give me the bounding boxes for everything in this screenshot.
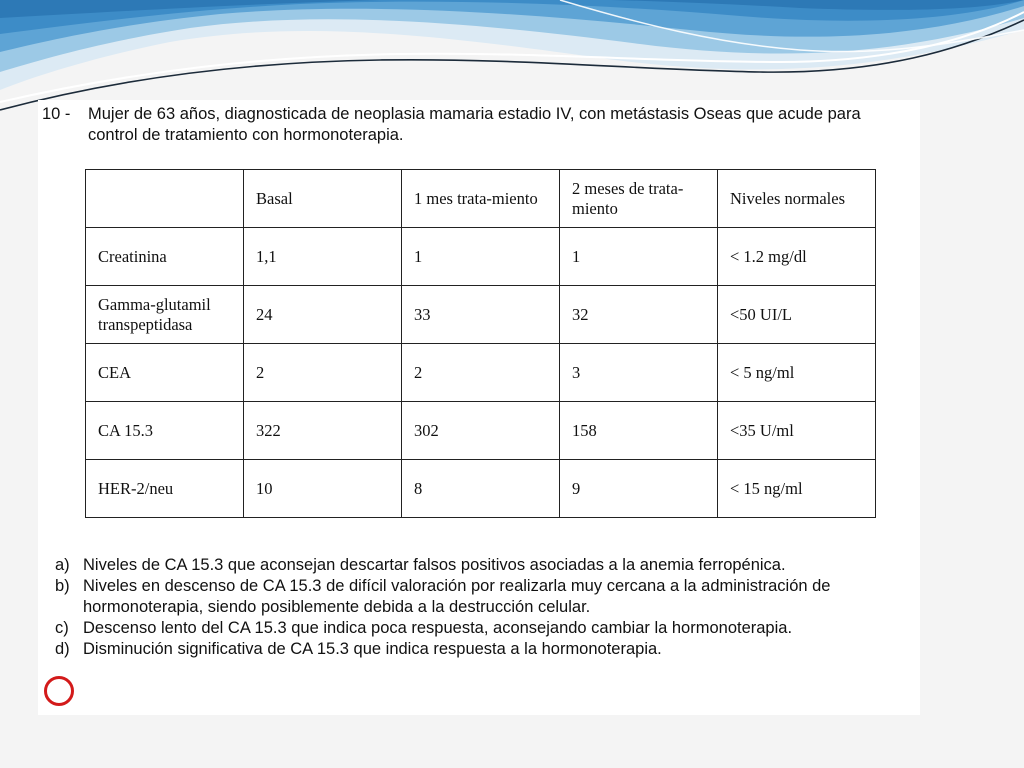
table-cell: CEA	[86, 344, 244, 402]
table-cell: <35 U/ml	[718, 402, 876, 460]
lab-results-table	[85, 169, 876, 518]
question-number: 10 -	[42, 105, 71, 123]
table-cell: < 15 ng/ml	[718, 460, 876, 518]
table-header-cell	[86, 170, 244, 228]
answer-text: Descenso lento del CA 15.3 que indica poca respuesta, aconsejando cambiar la hormonoterapia.	[83, 619, 793, 637]
table-cell: 8	[402, 460, 560, 518]
answer-option-c	[55, 618, 895, 639]
table-cell: 302	[402, 402, 560, 460]
table-row	[86, 402, 876, 460]
table-cell: 1,1	[244, 228, 402, 286]
table-cell: 9	[560, 460, 718, 518]
answer-option-a	[55, 555, 895, 576]
table-cell: 2	[402, 344, 560, 402]
table-cell: 1	[560, 228, 718, 286]
answer-text: Niveles en descenso de CA 15.3 de difícil valoración por realizarla muy cercana a la administración de hormonoterapia, siendo posiblemente debida a la destrucción celular.	[83, 577, 831, 616]
answer-option-b	[55, 576, 895, 618]
answer-text: Niveles de CA 15.3 que aconsejan descartar falsos positivos asociadas a la anemia ferropénica.	[83, 556, 786, 574]
table-row	[86, 286, 876, 344]
table-cell: 10	[244, 460, 402, 518]
table-row	[86, 344, 876, 402]
answer-letter: c)	[55, 619, 69, 637]
selected-answer-circle	[44, 676, 74, 706]
table-cell: 33	[402, 286, 560, 344]
table-cell: Creatinina	[86, 228, 244, 286]
slide-content	[38, 100, 920, 715]
answer-text: Disminución significativa de CA 15.3 que indica respuesta a la hormonoterapia.	[83, 640, 662, 658]
answer-letter: d)	[55, 640, 70, 658]
table-cell: HER-2/neu	[86, 460, 244, 518]
answer-letter: b)	[55, 577, 70, 595]
table-cell: 24	[244, 286, 402, 344]
table-header-cell: Basal	[244, 170, 402, 228]
answer-letter: a)	[55, 556, 70, 574]
table-cell: < 1.2 mg/dl	[718, 228, 876, 286]
question-text: Mujer de 63 años, diagnosticada de neoplasia mamaria estadio IV, con metástasis Oseas que acude para control de tratamiento con hormonoterapia.	[88, 105, 861, 144]
table-cell: 32	[560, 286, 718, 344]
table-cell: <50 UI/L	[718, 286, 876, 344]
table-cell: Gamma-glutamil transpeptidasa	[86, 286, 244, 344]
table-row	[86, 228, 876, 286]
table-header-cell: 1 mes trata-miento	[402, 170, 560, 228]
question-block	[42, 104, 912, 146]
answer-options	[55, 555, 895, 660]
table-cell: 3	[560, 344, 718, 402]
table-header-cell: 2 meses de trata-miento	[560, 170, 718, 228]
table-row	[86, 460, 876, 518]
table-cell: 1	[402, 228, 560, 286]
table-cell: 158	[560, 402, 718, 460]
table-cell: 2	[244, 344, 402, 402]
table-cell: 322	[244, 402, 402, 460]
table-header-row	[86, 170, 876, 228]
answer-option-d	[55, 639, 895, 660]
table-header-cell: Niveles normales	[718, 170, 876, 228]
table-cell: CA 15.3	[86, 402, 244, 460]
table-cell: < 5 ng/ml	[718, 344, 876, 402]
